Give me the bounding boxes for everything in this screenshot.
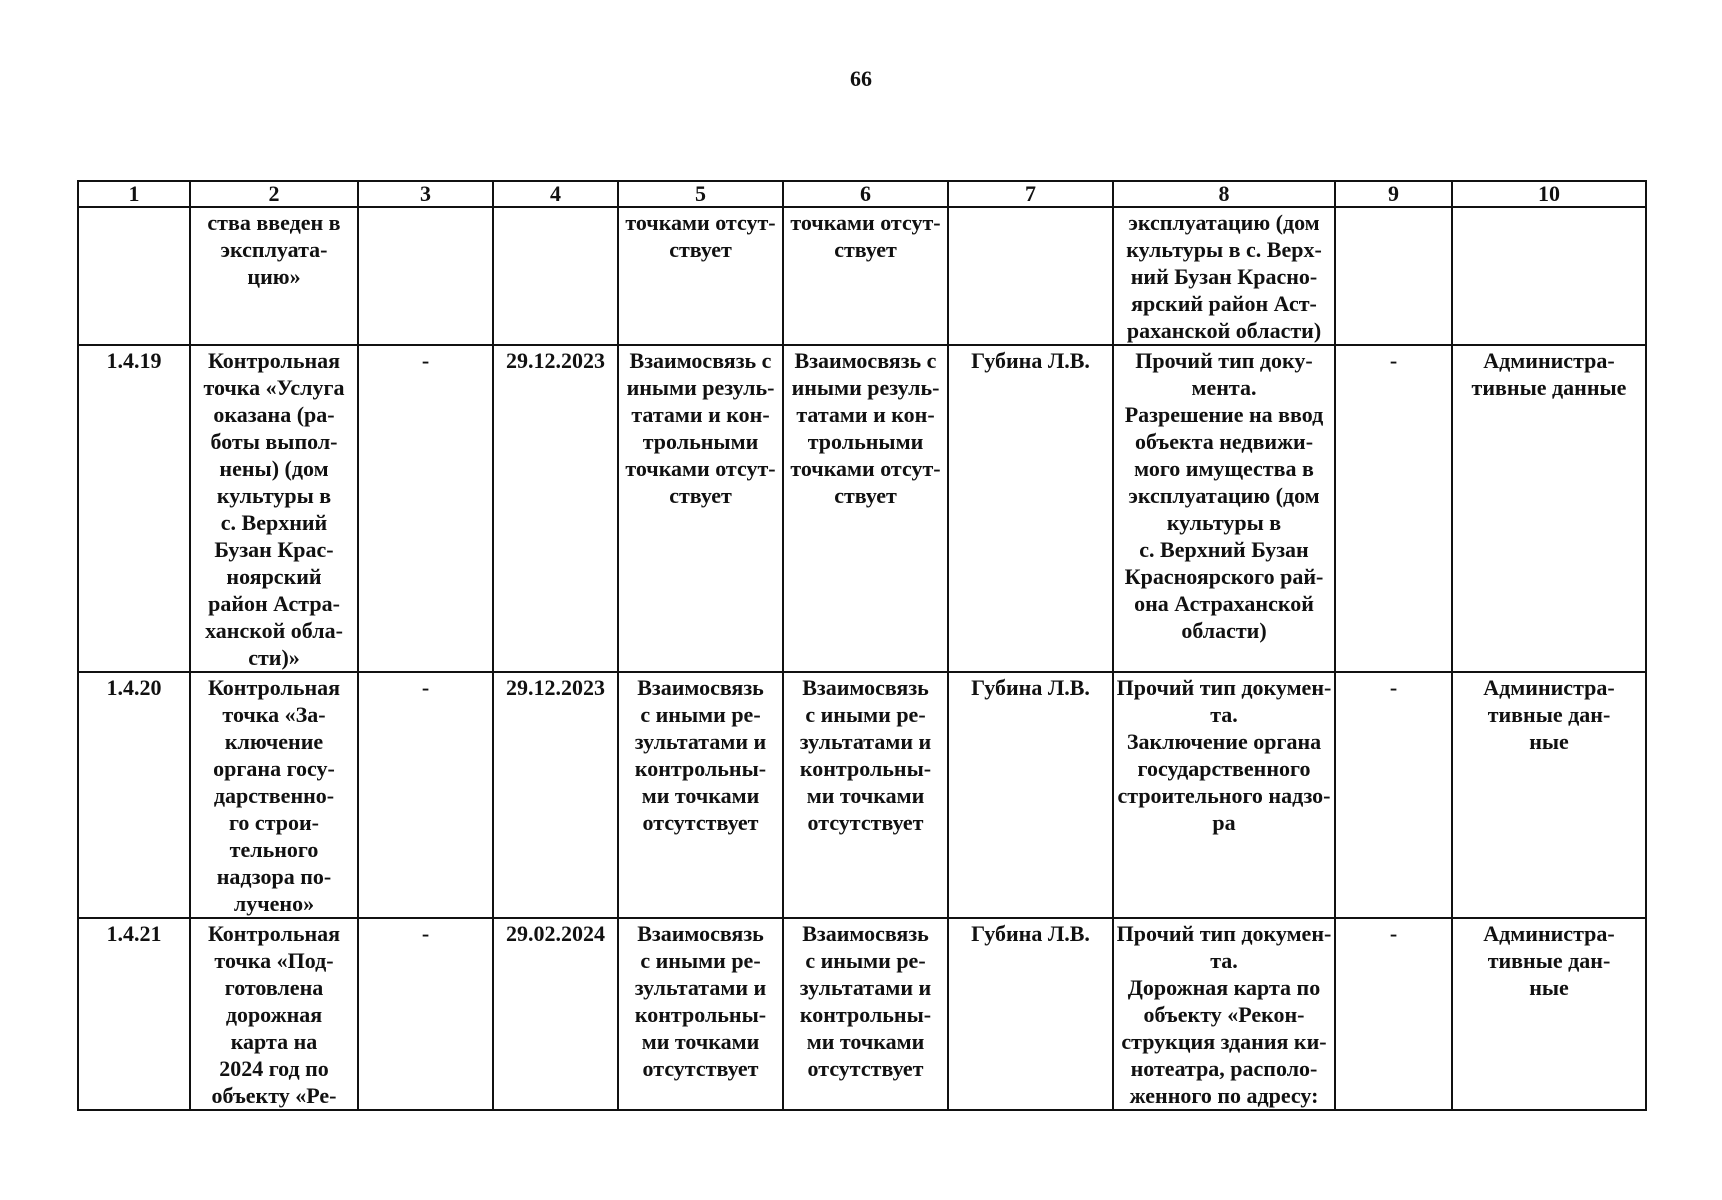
table-row-1-4-21 [78,918,1646,1110]
cell-number: 1.4.21 [78,918,190,1110]
cell-relation-next: точками отсут- ствует [783,207,948,345]
cell-col9 [1335,207,1452,345]
cell-data-source: Администра- тивные дан- ные [1452,672,1646,918]
cell-date: 29.12.2023 [493,672,618,918]
cell-responsible: Губина Л.В. [948,672,1113,918]
column-number-header-row [78,181,1646,207]
cell-name: Контрольная точка «За- ключение органа госу- дарственно- го строи- тельного надзора по- лучено» [190,672,358,918]
cell-col3: - [358,672,493,918]
cell-name: Контрольная точка «Под- готовлена дорожная карта на 2024 год по объекту «Ре- [190,918,358,1110]
cell-data-source [1452,207,1646,345]
cell-relation-previous: точками отсут- ствует [618,207,783,345]
column-header: 5 [618,181,783,207]
document-table [77,180,1647,1111]
cell-date: 29.12.2023 [493,345,618,672]
cell-document-type: Прочий тип доку- мента. Разрешение на ввод объекта недвижи- мого имущества в эксплуатацию (дом культуры в с. Верхний Бузан Красноярского рай- она Астраханской области) [1113,345,1335,672]
column-header: 9 [1335,181,1452,207]
cell-col3 [358,207,493,345]
cell-col9: - [1335,345,1452,672]
column-header: 8 [1113,181,1335,207]
cell-data-source: Администра- тивные данные [1452,345,1646,672]
column-header: 6 [783,181,948,207]
cell-date [493,207,618,345]
cell-date: 29.02.2024 [493,918,618,1110]
table-row-continuation [78,207,1646,345]
cell-number [78,207,190,345]
cell-relation-next: Взаимосвязь с иными резуль- татами и кон- трольными точками отсут- ствует [783,345,948,672]
cell-relation-next: Взаимосвязь с иными ре- зультатами и контрольны- ми точками отсутствует [783,918,948,1110]
page-number: 66 [850,66,872,91]
column-header: 10 [1452,181,1646,207]
table-row-1-4-19 [78,345,1646,672]
cell-col3: - [358,345,493,672]
column-header: 4 [493,181,618,207]
cell-number: 1.4.20 [78,672,190,918]
table-row-1-4-20 [78,672,1646,918]
column-header: 1 [78,181,190,207]
column-header: 7 [948,181,1113,207]
cell-document-type: Прочий тип докумен- та. Заключение органа государственного строительного надзо- ра [1113,672,1335,918]
cell-document-type: эксплуатацию (дом культуры в с. Верх- ний Бузан Красно- ярский район Аст- раханской области) [1113,207,1335,345]
cell-name: ства введен в эксплуата- цию» [190,207,358,345]
cell-name: Контрольная точка «Услуга оказана (ра- боты выпол- нены) (дом культуры в с. Верхний Бузан Крас- ноярский район Астра- ханской обла- сти)» [190,345,358,672]
cell-responsible: Губина Л.В. [948,345,1113,672]
cell-relation-next: Взаимосвязь с иными ре- зультатами и контрольны- ми точками отсутствует [783,672,948,918]
cell-relation-previous: Взаимосвязь с иными ре- зультатами и контрольны- ми точками отсутствует [618,672,783,918]
cell-col9: - [1335,918,1452,1110]
column-header: 2 [190,181,358,207]
cell-document-type: Прочий тип докумен- та. Дорожная карта по объекту «Рекон- струкция здания ки- нотеатра, располо- женного по адресу: [1113,918,1335,1110]
column-header: 3 [358,181,493,207]
cell-number: 1.4.19 [78,345,190,672]
cell-relation-previous: Взаимосвязь с иными ре- зультатами и контрольны- ми точками отсутствует [618,918,783,1110]
cell-col3: - [358,918,493,1110]
cell-responsible: Губина Л.В. [948,918,1113,1110]
cell-data-source: Администра- тивные дан- ные [1452,918,1646,1110]
cell-responsible [948,207,1113,345]
cell-col9: - [1335,672,1452,918]
cell-relation-previous: Взаимосвязь с иными резуль- татами и кон- трольными точками отсут- ствует [618,345,783,672]
